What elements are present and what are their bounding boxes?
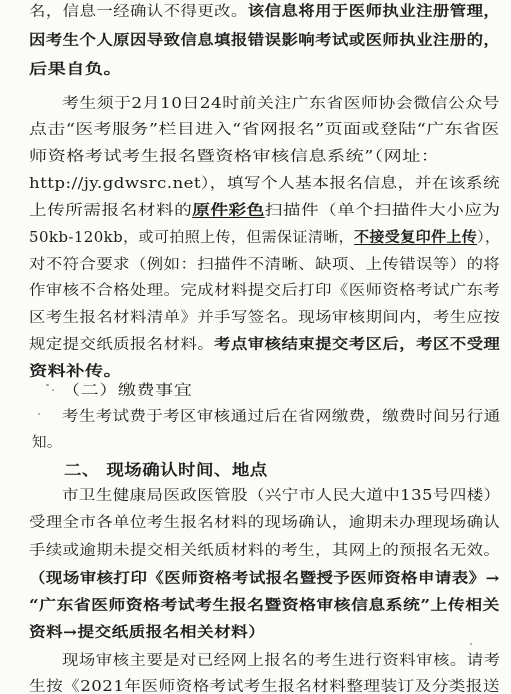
text-line [29,335,500,355]
text-run: 上传所需报名材料的 [29,203,193,219]
text-line [29,308,500,328]
text-run: 考生考试费于考区审核通过后在省网缴费，缴费时间另行通 [62,409,501,425]
text-line [29,596,500,616]
text-run: 知。 [32,435,62,451]
text-run: 50kb-120kb，或可拍照上传，但需保证清晰， [29,230,355,246]
text-line [29,677,500,694]
text-run: （现场审核打印《医师资格考试报名暨授予医师资格申请表》→ [29,570,500,587]
text-run: 扫描件（单个扫描件大小应为 [264,203,501,219]
text-run: http://jy.gdwsrc.net），填写个人基本报名信息，并在该系统 [29,176,501,192]
text-run: 师资格考试考生报名暨资格审核信息系统”（网址： [29,149,440,165]
text-line [29,201,501,221]
scan-speck [470,643,472,645]
text-run: 生按《2021年医师资格考试考生报名材料整理装订及分类报送 [29,679,500,694]
text-run: 该信息将用于医师执业注册管理， [247,3,501,20]
text-run: 原件彩色 [192,202,265,219]
text-line [29,513,500,533]
text-run: 受理全市各单位考生报名材料的现场确认，逾期未办理现场确认 [29,515,501,531]
text-line [29,31,500,51]
text-line [29,569,500,589]
text-run: 考生须于2月10日24时前关注广东省医师协会微信公众号 [62,96,500,112]
text-run: ）， [477,230,501,246]
text-run: 考点审核结束提交考区后，考区不受理 [214,336,501,353]
text-run: 名，信息一经确认不得更改。 [29,4,248,20]
text-line [29,255,500,275]
text-line [62,407,500,427]
text-run: 因考生个人原因导致信息填报错误影响考试或医师执业注册的， [29,32,501,49]
text-run: 资料→提交纸质报名相关材料） [29,624,266,641]
text-run: 手续或逾期未提交相关纸质材料的考生，其网上的预报名无效。 [29,543,501,559]
text-run: 现场审核主要是对已经网上报名的考生进行资料审核。请考 [62,653,501,669]
text-run: 市卫生健康局医政医管股（兴宁市人民大道中135号四楼） [62,488,501,504]
text-line [29,362,122,382]
text-line [62,381,192,401]
text-line [62,94,500,114]
text-run: 资料补传。 [29,363,123,380]
scan-speck [52,389,54,391]
text-line [32,433,62,453]
text-run: 规定提交纸质报名材料。 [29,337,215,353]
text-line [29,174,500,194]
text-line [29,2,500,22]
text-line [29,228,500,248]
text-line [29,541,500,561]
text-line [29,120,500,140]
text-run: 二、 现场确认时间、地点 [64,460,268,479]
scan-speck [38,413,40,415]
text-run: 后果自负。 [29,61,123,78]
text-run: 对不符合要求（例如：扫描件不清晰、缺项、上传错误等）的将 [29,257,501,273]
text-line [62,651,500,671]
text-line [64,460,268,481]
text-run: 区考生报名材料清单》并手写签名。现场审核期间内，考生应按 [29,310,501,326]
text-line [29,623,265,643]
text-line [29,281,500,301]
text-run: 点击“医考服务”栏目进入“省网报名”页面或登陆“广东省医 [29,122,500,138]
text-line [29,147,439,167]
text-line [29,60,122,80]
text-line [62,486,501,506]
text-run: 作审核不合格处理。完成材料提交后打印《医师资格考试广东考 [29,283,501,299]
text-run: 不接受复印件上传 [354,229,478,246]
scan-speck [46,384,49,386]
text-run: “广东省医师资格考试考生报名暨资格审核信息系统”上传相关 [29,597,500,614]
text-run: （二）缴费事宜 [62,383,193,399]
